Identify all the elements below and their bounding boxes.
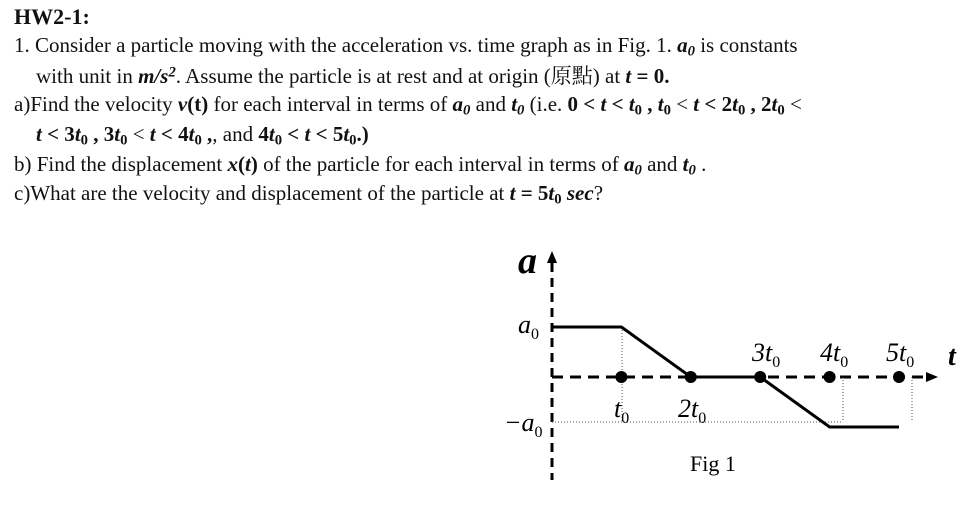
guide-lines xyxy=(552,327,915,422)
t-symbol: t xyxy=(625,64,632,88)
pa-t0: $t_0$ xyxy=(511,92,525,119)
pos-a0-label xyxy=(518,310,539,343)
pos-a-letter: a xyxy=(518,310,531,339)
tick-4t0-text: 4t xyxy=(820,338,841,367)
tick-point-2t0 xyxy=(685,371,697,383)
problem-statement-line2 xyxy=(36,60,669,90)
unit-text: m/s xyxy=(138,64,169,88)
pa-a0: $a_0$ xyxy=(452,92,471,119)
tick-4t0-sub: 0 xyxy=(840,354,849,371)
pa-intervals-2: $t < 2t_0$ , $2t_0$ xyxy=(693,92,785,119)
figure-caption: Fig 1 xyxy=(690,451,736,476)
pc-text: c)What are the velocity and displacement of the particle at xyxy=(14,181,510,205)
pc-question: ? xyxy=(593,181,604,205)
p1-text-d: . Assume the particle is at rest and at origin (原點) at xyxy=(175,64,626,88)
tick-3t0-text: 3t xyxy=(752,338,773,367)
v-of-t xyxy=(178,92,208,116)
unit-superscript: 2 xyxy=(168,64,176,81)
p1-text-a: 1. Consider a particle moving with the acceleration vs. time graph as in Fig. 1. xyxy=(14,33,678,57)
part-a-line1: a)Find the velocity v(t) for each interval in terms of $a_0$ and $t_0$ (i.e. $0 < t < t_0$ , $t_0 < t < 2t_0$ , $2t_0$ < xyxy=(14,92,802,119)
part-a-line2: $t < 3t_0$ , $3t_0 < t < 4t_0$ ,, and $4t_0 < t < 5t_0$.) xyxy=(36,122,369,149)
pa-text-2: for each interval in terms of xyxy=(208,92,453,116)
pa-ie: (i.e. xyxy=(524,92,568,116)
tick-label-3t0 xyxy=(751,338,780,371)
t-zero: = 0. xyxy=(631,64,670,88)
pb-text: b) Find the displacement xyxy=(14,152,228,176)
neg-a0-label xyxy=(504,408,543,441)
p1-text-b: is constants xyxy=(694,33,798,57)
problem-statement-line1 xyxy=(14,33,798,58)
y-axis-arrow xyxy=(547,251,557,263)
unit-symbol xyxy=(138,64,176,88)
pa-text-1: a)Find the velocity xyxy=(14,92,178,116)
x-axis-label: t xyxy=(948,341,956,372)
tick-point-3t0 xyxy=(754,371,766,383)
pc-time: $t = 5t_0$ sec xyxy=(509,181,594,208)
pb-a0: $a_0$ xyxy=(624,152,642,179)
pb-t0: $t_0$ xyxy=(682,152,696,179)
acceleration-time-graph xyxy=(490,235,960,485)
pa-close: .) xyxy=(356,122,369,146)
v-letter: v xyxy=(177,92,188,116)
part-b-line: b) Find the displacement x(t) of the particle for each interval in terms of $a_0$ and $t_0$ . xyxy=(14,152,707,179)
homework-title: HW2-1: xyxy=(14,4,90,29)
tick-2t0-text: 2t xyxy=(678,394,699,423)
tick-2t0-sub: 0 xyxy=(698,410,707,427)
a0-letter: a xyxy=(677,33,688,57)
tick-point-1t0 xyxy=(615,371,627,383)
neg-a-letter: −a xyxy=(504,408,535,437)
pa-intervals-5: $4t_0 < t < 5t_0$ xyxy=(258,122,357,149)
y-axis-label: a xyxy=(518,240,537,282)
neg-a-sub: 0 xyxy=(534,424,543,441)
a0-symbol xyxy=(677,33,695,60)
pa-intervals-1: $0 < t < t_0$ , $t_0$ xyxy=(567,92,671,119)
pa-intervals-4: $t < 4t_0$ , xyxy=(149,122,213,149)
a0-subscript: 0 xyxy=(687,43,695,60)
tick-5t0-text: 5t xyxy=(886,338,907,367)
pa-and: and xyxy=(470,92,512,116)
x-letter: x xyxy=(227,152,238,176)
pb-tail: of the particle for each interval in terms of xyxy=(257,152,624,176)
tick-label-t0 xyxy=(614,394,629,427)
tick-5t0-sub: 0 xyxy=(906,354,915,371)
tick-3t0-sub: 0 xyxy=(772,354,781,371)
pa-and-2: , and xyxy=(212,122,259,146)
tick-point-4t0 xyxy=(824,371,836,383)
p1-text-c: with unit in xyxy=(36,64,139,88)
tick-label-5t0 xyxy=(886,338,914,371)
pa-intervals-3: $t < 3t_0$ , $3t_0$ xyxy=(36,122,128,149)
pc-sec: sec xyxy=(566,181,594,205)
pos-a-sub: 0 xyxy=(531,326,539,343)
part-c-line xyxy=(14,181,603,206)
x-axis-arrow xyxy=(926,372,938,382)
tick-point-5t0 xyxy=(893,371,905,383)
tick-label-4t0 xyxy=(820,338,848,371)
x-arg: (t) xyxy=(237,152,258,176)
v-arg: (t) xyxy=(187,92,209,116)
tick-t0-sub: 0 xyxy=(621,410,630,427)
tick-t0-text: t xyxy=(614,394,622,423)
tick-label-2t0 xyxy=(678,394,706,427)
